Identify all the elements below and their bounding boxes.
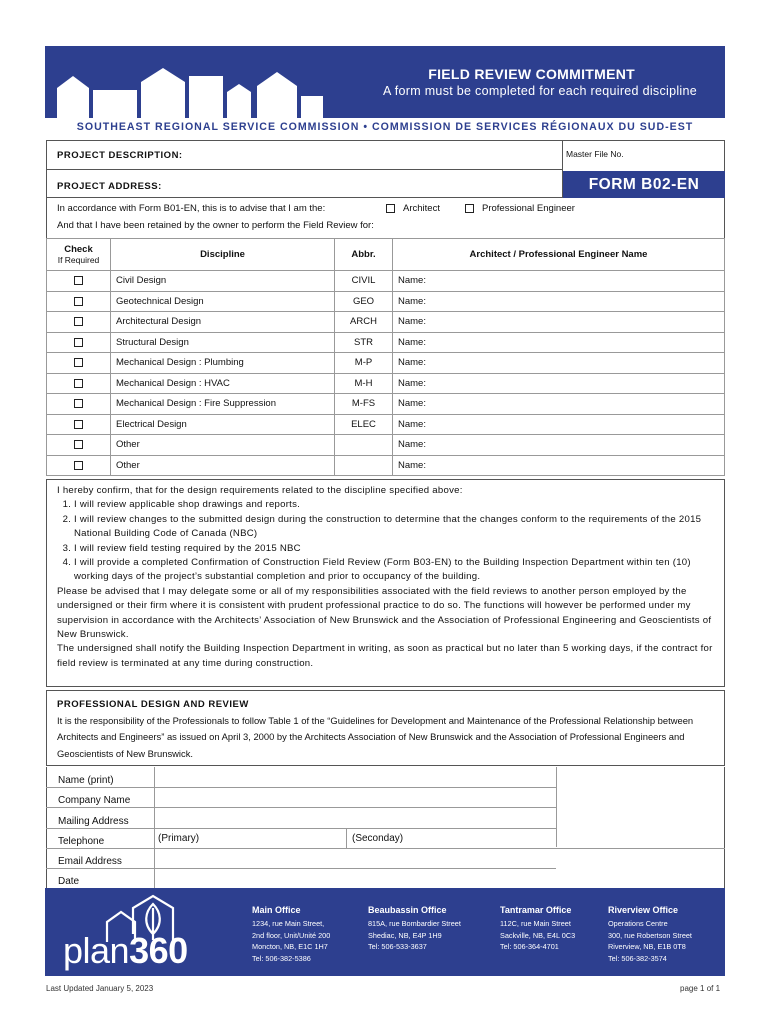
beaubassin-office-address [368, 918, 461, 953]
footer-banner [45, 888, 725, 976]
discipline-cell: Mechanical Design : Fire Suppression [111, 394, 335, 415]
name-cell[interactable] [393, 435, 725, 456]
abbr-cell [335, 455, 393, 476]
discipline-checkbox[interactable] [74, 461, 83, 470]
abbr-cell: ARCH [335, 312, 393, 333]
name-header: Architect / Professional Engineer Name [393, 239, 725, 271]
discipline-checkbox[interactable] [74, 276, 83, 285]
project-description-label: PROJECT DESCRIPTION: [57, 150, 183, 161]
abbr-cell [335, 435, 393, 456]
table-row [47, 414, 725, 435]
termination-paragraph: The undersigned shall notify the Building Inspection Department in writing, as soon as practical but no later than 5 working days, if the contract for field review is terminated at any time during construction. [57, 643, 713, 669]
discipline-checkbox[interactable] [74, 297, 83, 306]
table-row [47, 332, 725, 353]
engineer-checkbox[interactable] [465, 204, 474, 213]
telephone-label: Telephone [58, 835, 105, 847]
delegation-paragraph: Please be advised that I may delegate some or all of my responsibilities associated with the field reviews to another person employed by the undersigned or their firm where it is consistent with prudent professional practice to do so. The functions will however be performed under my supervision in accordance with the Architects’ Association of New Brunswick and the Association of Professional Engineering and Geoscientists of New Brunswick. [57, 585, 712, 641]
table-row [47, 271, 725, 292]
abbr-cell: ELEC [335, 414, 393, 435]
office-line: Tel: 506-382-3574 [608, 953, 667, 963]
email-label: Email Address [58, 856, 122, 868]
engineer-label: Professional Engineer [482, 203, 575, 214]
tantramar-office-address [500, 918, 575, 953]
name-cell[interactable] [393, 414, 725, 435]
plan360-logo [63, 930, 188, 972]
master-file-label: Master File No. [566, 149, 624, 159]
table-header [47, 239, 725, 271]
name-label: Name: [398, 377, 426, 389]
office-line: Sackville, NB, E4L 0C3 [500, 930, 576, 940]
main-office-address [252, 918, 330, 964]
check-cell [47, 394, 111, 415]
architect-label: Architect [403, 203, 440, 214]
discipline-cell: Electrical Design [111, 414, 335, 435]
name-label: Name: [398, 275, 426, 287]
name-cell[interactable] [393, 291, 725, 312]
tantramar-office-name: Tantramar Office [500, 905, 572, 915]
check-header: Check [64, 243, 93, 255]
project-description-field[interactable] [68, 143, 558, 167]
check-cell [47, 414, 111, 435]
form-subtitle: A form must be completed for each required discipline [383, 84, 697, 98]
logo-text-360: 360 [129, 930, 188, 971]
secondary-phone-field[interactable]: (Seconday) [352, 833, 404, 844]
name-label: Name: [398, 398, 426, 410]
discipline-cell: Civil Design [111, 271, 335, 292]
table-row [47, 455, 725, 476]
last-updated: Last Updated January 5, 2023 [46, 984, 154, 993]
discipline-table [46, 238, 725, 476]
discipline-cell: Architectural Design [111, 312, 335, 333]
discipline-checkbox[interactable] [74, 338, 83, 347]
check-cell [47, 455, 111, 476]
table-row [47, 373, 725, 394]
form-title: FIELD REVIEW COMMITMENT [428, 66, 635, 82]
abbr-cell: GEO [335, 291, 393, 312]
confirm-list [57, 498, 714, 584]
office-line: Tel: 506-364-4701 [500, 942, 559, 952]
name-cell[interactable] [393, 332, 725, 353]
name-cell[interactable] [393, 312, 725, 333]
discipline-checkbox[interactable] [74, 440, 83, 449]
project-address-label: PROJECT ADDRESS: [57, 181, 162, 192]
architect-checkbox[interactable] [386, 204, 395, 213]
riverview-office-name: Riverview Office [608, 905, 679, 915]
office-line: 815A, rue Bombardier Street [368, 919, 461, 928]
primary-phone-field[interactable]: (Primary) [158, 833, 200, 844]
name-cell[interactable] [393, 394, 725, 415]
name-cell[interactable] [393, 353, 725, 374]
check-cell [47, 332, 111, 353]
abbr-cell: M-FS [335, 394, 393, 415]
discipline-cell: Mechanical Design : HVAC [111, 373, 335, 394]
table-row [47, 353, 725, 374]
office-line: Tel: 506-533-3637 [368, 942, 427, 952]
logo-text-plan: plan [63, 930, 130, 971]
discipline-header: Discipline [111, 239, 335, 271]
name-print-label: Name (print) [58, 775, 114, 786]
abbr-cell: STR [335, 332, 393, 353]
name-label: Name: [398, 336, 426, 348]
name-cell[interactable] [393, 455, 725, 476]
check-cell [47, 312, 111, 333]
discipline-cell: Geotechnical Design [111, 291, 335, 312]
email-field[interactable] [156, 849, 554, 868]
confirm-item: 4. I will provide a completed Confirmation of Construction Field Review (Form B03-EN) to the Building Inspection Department within ten (10) working days of the project’s substantial completion and prior to occupancy of the building. [74, 556, 714, 585]
date-field[interactable] [156, 869, 554, 888]
discipline-cell: Mechanical Design : Plumbing [111, 353, 335, 374]
name-cell[interactable] [393, 373, 725, 394]
name-print-field[interactable] [156, 768, 554, 787]
divider [46, 169, 563, 170]
discipline-checkbox[interactable] [74, 317, 83, 326]
company-name-field[interactable] [156, 788, 554, 807]
divider [556, 767, 557, 847]
name-label: Name: [398, 439, 426, 451]
advise-line2: And that I have been retained by the owner to perform the Field Review for: [57, 220, 374, 231]
pdr-text: It is the responsibility of the Professionals to follow Table 1 of the “Guidelines for Development and Maintenance of the Professional Relationship between Architects and Engineers” as issued on April 3, 2000 by the Architects Association of New Brunswick and the Association of Professional Engineers and Geoscientists of New Brunswick. [57, 715, 694, 759]
table-row [47, 435, 725, 456]
discipline-checkbox[interactable] [74, 420, 83, 429]
discipline-checkbox[interactable] [74, 399, 83, 408]
professional-design-section [46, 690, 725, 766]
discipline-cell: Structural Design [111, 332, 335, 353]
office-line: Tel: 506-382-5386 [252, 953, 311, 963]
name-label: Name: [398, 316, 426, 328]
table-row [47, 312, 725, 333]
discipline-cell: Other [111, 435, 335, 456]
check-cell [47, 373, 111, 394]
header-banner [45, 46, 725, 118]
name-label: Name: [398, 418, 426, 430]
name-label: Name: [398, 357, 426, 369]
office-line: 300, rue Robertson Street [608, 930, 692, 940]
advise-line1: In accordance with Form B01-EN, this is to advise that I am the: [57, 203, 326, 214]
office-line: 2nd floor, Unit/Unité 200 [252, 930, 331, 940]
riverview-office-address [608, 918, 692, 964]
beaubassin-office-name: Beaubassin Office [368, 905, 447, 915]
check-cell [47, 353, 111, 374]
pdr-title: PROFESSIONAL DESIGN AND REVIEW [57, 699, 249, 710]
form-code: FORM B02-EN [563, 171, 725, 198]
confirm-item: 1. I will review applicable shop drawings and reports. [74, 498, 714, 512]
discipline-cell: Other [111, 455, 335, 476]
main-office-name: Main Office [252, 905, 301, 915]
confirmation-text [46, 479, 725, 687]
check-subheader: If Required [57, 254, 100, 265]
discipline-checkbox[interactable] [74, 358, 83, 367]
abbr-cell: M-P [335, 353, 393, 374]
check-cell [47, 291, 111, 312]
skyline-graphic [45, 46, 345, 118]
abbr-cell: M-H [335, 373, 393, 394]
table-row [47, 291, 725, 312]
office-line: Moncton, NB, E1C 1H7 [252, 942, 328, 952]
office-line: Riverview, NB, E1B 0T8 [608, 942, 686, 952]
abbr-header: Abbr. [335, 239, 393, 271]
office-line: 1234, rue Main Street, [252, 919, 325, 928]
date-label: Date [58, 876, 80, 888]
confirm-intro: I hereby confirm, that for the design requirements related to the discipline specified above: [57, 485, 463, 496]
office-line: Operations Centre [608, 919, 668, 928]
table-row [47, 394, 725, 415]
name-cell[interactable] [393, 271, 725, 292]
office-line: Shediac, NB, E4P 1H9 [368, 930, 442, 940]
mailing-address-field[interactable] [156, 808, 554, 827]
page-number: page 1 of 1 [680, 984, 721, 993]
company-name-label: Company Name [58, 795, 131, 807]
discipline-checkbox[interactable] [74, 379, 83, 388]
check-cell [47, 435, 111, 456]
mailing-address-label: Mailing Address [58, 815, 129, 827]
name-label: Name: [398, 459, 426, 471]
check-cell [47, 271, 111, 292]
office-line: 112C, rue Main Street [500, 919, 571, 928]
confirm-item: 3. I will review field testing required by the 2015 NBC [74, 542, 714, 556]
project-address-field[interactable] [68, 172, 558, 196]
abbr-cell: CIVIL [335, 271, 393, 292]
name-label: Name: [398, 295, 426, 307]
confirm-item: 2. I will review changes to the submitted design during the construction to determine that the changes conform to the requirements of the 2015 National Building Code of Canada (NBC) [74, 513, 714, 542]
divider [346, 828, 347, 848]
organization-name: SOUTHEAST REGIONAL SERVICE COMMISSION • COMMISSION DE SERVICES RÉGIONAUX DU SUD-EST [76, 121, 694, 133]
